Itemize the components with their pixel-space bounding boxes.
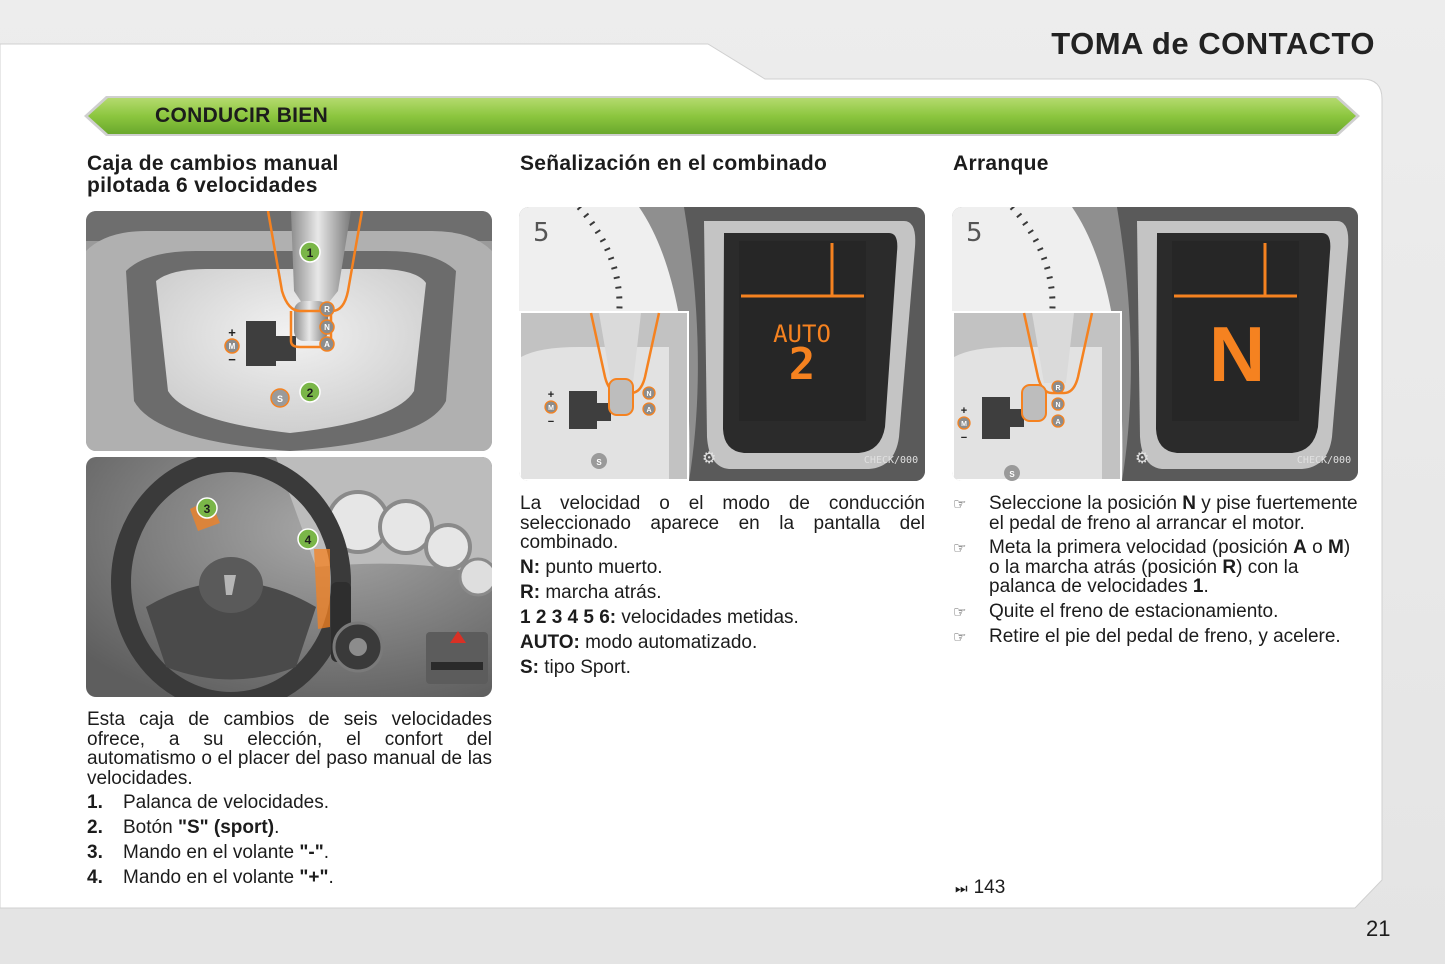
step-emphasis: M bbox=[1328, 537, 1344, 558]
skip-forward-icon: ⏭ bbox=[955, 880, 968, 896]
right-column-text bbox=[953, 494, 1358, 653]
page-number: 21 bbox=[1366, 916, 1391, 941]
list-item-emphasis: "+" bbox=[299, 867, 329, 888]
heading-line-1: Caja de cambios manual bbox=[87, 152, 339, 175]
display-mode-text: AUTO bbox=[773, 320, 831, 348]
inset-gear-r-label: R bbox=[1055, 385, 1061, 392]
list-item-text-end: . bbox=[323, 842, 330, 863]
callout-1-label: 1 bbox=[306, 246, 314, 260]
list-item bbox=[87, 843, 492, 863]
definition-term: 1 2 3 4 5 6: bbox=[520, 606, 617, 628]
inset-gear-minus-label: − bbox=[960, 432, 968, 444]
step-emphasis: A bbox=[1293, 537, 1307, 558]
inset-gear-plus-label: + bbox=[547, 389, 555, 401]
speedo-numeral: 5 bbox=[966, 218, 983, 248]
inset-gear-m-label: M bbox=[548, 405, 554, 412]
start-procedure-list bbox=[953, 494, 1358, 648]
callout-3-label: 3 bbox=[203, 502, 211, 516]
inset-gear-plus-label: + bbox=[960, 405, 968, 417]
instrument-cluster-figure-neutral bbox=[952, 207, 1358, 481]
gear-n-label: N bbox=[324, 323, 330, 332]
middle-intro-paragraph: La velocidad o el modo de conducción seleccionado aparece en la pantalla del combinado. bbox=[520, 493, 925, 553]
step-emphasis: N bbox=[1182, 493, 1197, 514]
definition-term: AUTO: bbox=[520, 631, 580, 653]
callout-2-label: 2 bbox=[306, 386, 314, 400]
display-gear-text: 2 bbox=[788, 339, 816, 390]
step-text: ) o la marcha atrás (posición bbox=[989, 537, 1351, 578]
list-item bbox=[953, 494, 1358, 533]
display-check-text: CHECK/000 bbox=[1296, 455, 1352, 466]
step-text: Retire el pie del pedal de freno, y acelere. bbox=[989, 626, 1341, 647]
list-item-text-end: . bbox=[274, 817, 280, 838]
definition-desc: tipo Sport. bbox=[539, 656, 631, 678]
display-gear-text: N bbox=[1208, 310, 1266, 398]
middle-column-text bbox=[520, 494, 925, 683]
step-text-end: . bbox=[1203, 576, 1209, 597]
steering-wheel-figure bbox=[86, 457, 492, 697]
component-list bbox=[87, 793, 492, 888]
heading-line-2: pilotada 6 velocidades bbox=[87, 174, 318, 197]
step-text: Quite el freno de estacionamiento. bbox=[989, 600, 1279, 622]
step-text: o bbox=[1306, 537, 1328, 558]
list-item-text: Mando en el volante bbox=[123, 842, 300, 863]
step-emphasis: R bbox=[1222, 556, 1237, 578]
list-item-text-end: . bbox=[328, 867, 334, 888]
inset-gear-a-label: A bbox=[1055, 419, 1061, 426]
gear-m-label: M bbox=[228, 342, 236, 351]
gear-s-label: S bbox=[276, 394, 284, 404]
gear-plus-label: + bbox=[228, 325, 236, 340]
step-text-end: y pise fuertemente el pedal de freno al arrancar el motor. bbox=[989, 493, 1358, 534]
list-item-number: 2. bbox=[87, 817, 103, 838]
inset-gear-minus-label: − bbox=[547, 416, 555, 428]
definition-item bbox=[520, 558, 925, 578]
definition-item bbox=[520, 583, 925, 603]
inset-gear-a-label: A bbox=[646, 407, 652, 414]
list-item-number: 1. bbox=[87, 792, 103, 813]
indicator-definitions bbox=[520, 558, 925, 678]
pointing-hand-icon: ☞ bbox=[953, 496, 967, 513]
warning-lamp-icon: ⚙ bbox=[1135, 448, 1150, 467]
display-check-text: CHECK/000 bbox=[863, 455, 919, 466]
inset-gear-n-label: N bbox=[1055, 402, 1061, 409]
section-banner bbox=[84, 96, 1360, 136]
gear-a-label: A bbox=[324, 340, 330, 349]
pointing-hand-icon: ☞ bbox=[953, 603, 967, 621]
inset-gear-n-label: N bbox=[646, 391, 652, 398]
cross-reference-link[interactable] bbox=[955, 877, 1005, 899]
pointing-hand-icon: ☞ bbox=[953, 540, 967, 557]
definition-desc: punto muerto. bbox=[540, 556, 663, 578]
definition-desc: marcha atrás. bbox=[540, 581, 662, 603]
definition-term: R: bbox=[520, 581, 541, 603]
list-item-number: 4. bbox=[87, 867, 103, 888]
callout-4-label: 4 bbox=[304, 533, 312, 547]
section-title: CONDUCIR BIEN bbox=[155, 104, 329, 127]
list-item bbox=[87, 868, 492, 888]
list-item-emphasis: "-" bbox=[299, 842, 324, 863]
definition-item bbox=[520, 608, 925, 628]
left-intro-paragraph: Esta caja de cambios de seis velocidades ofrece, a su elección, el confort del automatismo o el placer del paso manual de las velocidades. bbox=[87, 709, 492, 789]
instrument-cluster-figure-auto bbox=[519, 207, 925, 481]
step-text: Meta la primera velocidad (posición bbox=[989, 537, 1294, 558]
gear-r-label: R bbox=[324, 305, 330, 314]
left-column-text bbox=[87, 710, 492, 893]
definition-item bbox=[520, 633, 925, 653]
left-column-heading bbox=[87, 153, 339, 197]
definition-desc: modo automatizado. bbox=[579, 631, 758, 653]
right-column-heading: Arranque bbox=[953, 152, 1049, 175]
cross-reference-page: 143 bbox=[973, 877, 1006, 898]
list-item bbox=[87, 818, 492, 838]
definition-desc: velocidades metidas. bbox=[616, 606, 799, 628]
inset-gear-m-label: M bbox=[961, 421, 967, 428]
definition-term: S: bbox=[520, 656, 539, 678]
list-item-number: 3. bbox=[87, 842, 103, 863]
list-item-text: Botón bbox=[123, 817, 178, 838]
warning-lamp-icon: ⚙ bbox=[702, 448, 717, 467]
step-emphasis: 1 bbox=[1192, 576, 1204, 597]
list-item-text: Mando en el volante bbox=[123, 867, 300, 888]
list-item bbox=[953, 602, 1358, 623]
step-text: ) con la palanca de velocidades bbox=[989, 556, 1299, 597]
list-item bbox=[953, 627, 1358, 648]
list-item-text: Palanca de velocidades. bbox=[123, 792, 329, 813]
gear-lever-figure bbox=[86, 211, 492, 451]
definition-item bbox=[520, 658, 925, 678]
step-text: Seleccione la posición bbox=[989, 493, 1183, 514]
inset-gear-s-label: S bbox=[1009, 470, 1015, 479]
chapter-title: TOMA de CONTACTO bbox=[1051, 26, 1375, 61]
pointing-hand-icon: ☞ bbox=[953, 629, 967, 646]
list-item bbox=[87, 793, 492, 813]
definition-term: N: bbox=[520, 556, 541, 578]
list-item-emphasis: "S" (sport) bbox=[177, 817, 275, 838]
speedo-numeral: 5 bbox=[533, 218, 550, 248]
list-item bbox=[953, 538, 1358, 597]
gear-minus-label: − bbox=[228, 352, 236, 367]
inset-gear-s-label: S bbox=[596, 458, 602, 467]
middle-column-heading: Señalización en el combinado bbox=[520, 152, 828, 175]
